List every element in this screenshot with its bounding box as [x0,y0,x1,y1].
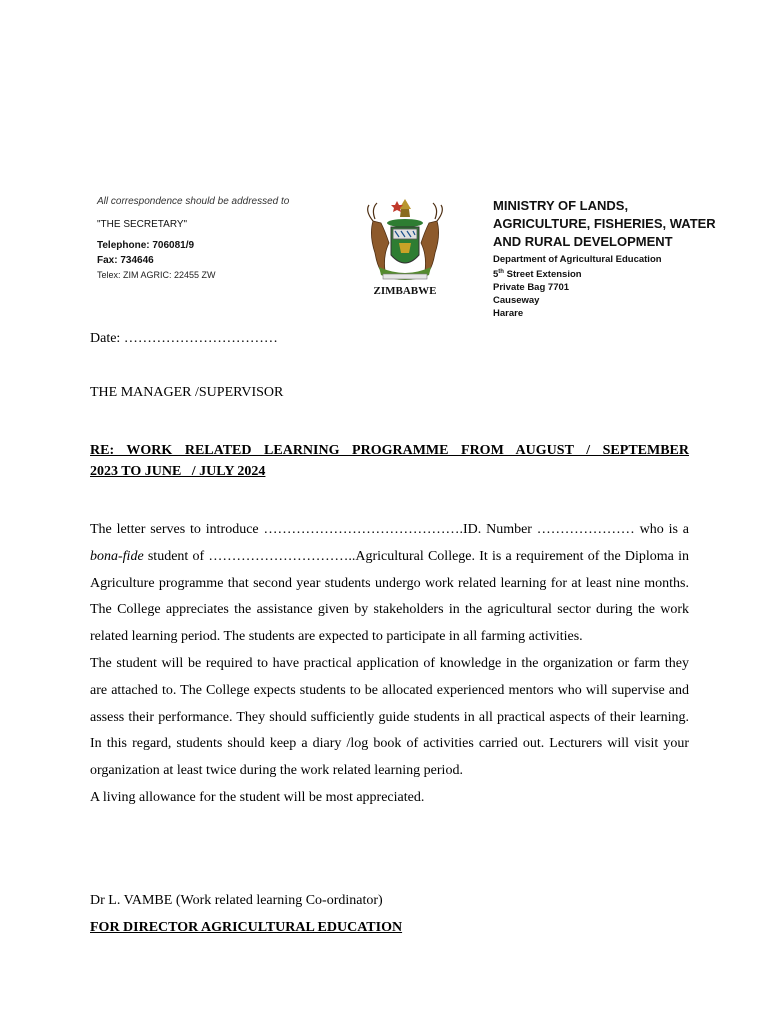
private-bag: Private Bag 7701 [493,282,570,294]
zimbabwe-coat-of-arms-icon [355,195,455,300]
paragraph-2: The student will be required to have practical application of knowledge in the organization or farm they are attached to. The College expects students to be allocated experienced mentors who will supervise and assess their performance. They should sufficiently guide students in all practical aspects of their learning. In this regard, students should keep a diary /log book of activities carried out. Lecturers will visit your organization at least twice during the work related learning period. [90,655,689,779]
secretary-label: "THE SECRETARY" [97,219,188,230]
street-name: Street Extension [503,269,582,281]
date-line: Date: …………………………… [90,331,278,346]
correspondence-note: All correspondence should be addressed to [97,196,290,207]
subject-line-1: RE: WORK RELATED LEARNING PROGRAMME FROM AUGUST / SEPTEMBER [90,443,689,458]
causeway: Causeway [493,295,540,307]
telex: Telex: ZIM AGRIC: 22455 ZW [97,270,216,280]
department: Department of Agricultural Education [493,254,662,265]
paragraph-1 [90,517,689,651]
letterhead-right [493,197,716,320]
street [493,266,716,281]
letter-body [90,517,689,812]
ministry-name-line3: AND RURAL DEVELOPMENT [493,234,673,249]
city: Harare [493,308,524,320]
crest-graphic [355,195,455,300]
bona-fide-term: bona-fide [90,548,144,564]
paragraph-3: A living allowance for the student will be most appreciated. [90,789,425,805]
paragraph-1-start: The letter serves to introduce …………………………………….ID. Number ………………… who is a [90,522,689,537]
paragraph-1-end: student of …………………………..Agricultural College. It is a requirement of the Diploma in Agriculture programme that second year students undergo work related learning for at least nine months. The College appreciates the assistance given by stakeholders in the agricultural sector during the work related learning period. The students are expected to participate in all farming activities. [90,548,689,645]
ministry-address [493,253,716,320]
fax: Fax: 734646 [97,255,154,266]
recipient: THE MANAGER /SUPERVISOR [90,385,284,400]
signatory: Dr L. VAMBE (Work related learning Co-ordinator) [90,893,383,908]
crest-label: ZIMBABWE [373,285,437,297]
ministry-name-line1: MINISTRY OF LANDS, [493,198,629,213]
street-suffix: th [498,269,504,275]
street-number: 5 [493,269,499,281]
telephone: Telephone: 706081/9 [97,240,195,251]
ministry-name-line2: AGRICULTURE, FISHERIES, WATER [493,216,716,231]
letterhead-left [97,196,289,280]
for-director: FOR DIRECTOR AGRICULTURAL EDUCATION [90,920,403,935]
subject-line-2: 2023 TO JUNE / JULY 2024 [90,464,266,479]
